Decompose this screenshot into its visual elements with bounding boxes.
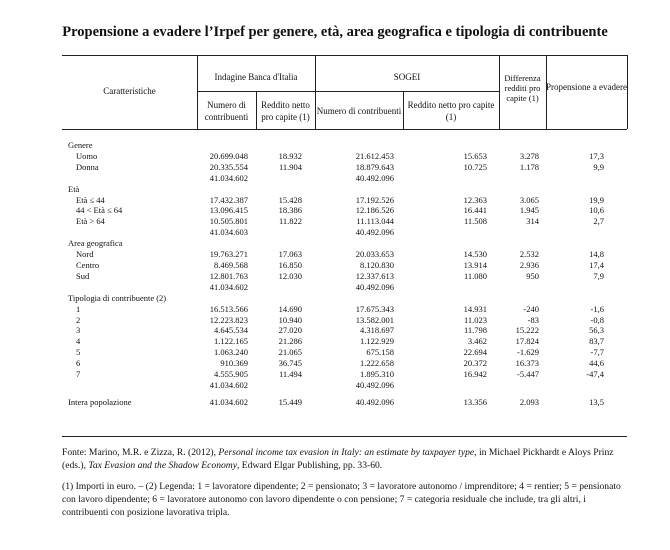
cell-bdi-num <box>197 140 256 151</box>
cell-bdi-num: 13.096.415 <box>209 205 248 216</box>
cell-diff: 2.093 <box>519 396 539 407</box>
cell-prop: 14,8 <box>589 249 604 260</box>
row-label <box>62 380 197 391</box>
row-label: 4 <box>76 336 81 347</box>
cell-prop <box>546 293 627 304</box>
cell-bdi-red: 21.065 <box>278 347 302 358</box>
row-label: Genere <box>68 140 93 150</box>
cell-sogei-num: 40.492.096 <box>355 227 394 238</box>
cell-sogei-red: 11.508 <box>463 216 487 227</box>
cell-sogei-red: 3.462 <box>467 336 487 347</box>
source-note <box>62 446 634 472</box>
cell-bdi-num: 4.555.905 <box>214 369 248 380</box>
cell-sogei-num: 11.113.044 <box>356 216 394 227</box>
source-title-2: Tax Evasion and the Shadow Economy <box>88 460 237 471</box>
cell-bdi-num: 41.034.602 <box>209 172 248 183</box>
cell-diff <box>499 238 546 249</box>
cell-diff <box>499 227 546 238</box>
cell-diff <box>499 282 546 293</box>
table-row <box>62 315 627 326</box>
cell-prop: -47,4 <box>586 369 604 380</box>
cell-bdi-red: 10.940 <box>278 314 302 325</box>
cell-diff: 1.945 <box>519 205 539 216</box>
cell-sogei-red: 20.372 <box>463 358 487 369</box>
cell-sogei-red: 11.080 <box>463 270 487 281</box>
header-banca-italia: Indagine Banca d'Italia <box>214 72 298 82</box>
cell-prop: -7,7 <box>590 347 604 358</box>
header-sogei-reddito: Reddito netto pro capite (1) <box>407 100 495 122</box>
cell-bdi-red: 18.386 <box>278 205 302 216</box>
row-label: Età ≤ 44 <box>76 194 105 205</box>
table-row <box>62 249 627 260</box>
row-label: 7 <box>76 369 81 380</box>
row-label: Nord <box>76 249 94 260</box>
cell-bdi-num: 16.513.566 <box>209 303 248 314</box>
cell-sogei-num: 20.033.653 <box>355 249 394 260</box>
cell-diff: 1.178 <box>519 161 539 172</box>
header-differenza: Differenza redditi pro capite (1) <box>504 73 541 103</box>
group-header-rule <box>197 91 499 92</box>
cell-bdi-num: 8.469.568 <box>214 259 248 270</box>
cell-sogei-num: 40.492.096 <box>355 379 394 390</box>
cell-bdi-num: 12.801.763 <box>209 270 248 281</box>
table-row <box>62 304 627 315</box>
cell-prop <box>546 380 627 391</box>
cell-sogei-num: 18.879.643 <box>355 161 394 172</box>
cell-sogei-red: 14.931 <box>463 303 487 314</box>
table-row <box>62 216 627 227</box>
table-row <box>62 271 627 282</box>
cell-sogei-red <box>403 227 499 238</box>
cell-bdi-num: 41.034.603 <box>209 227 248 238</box>
cell-bdi-red <box>256 238 315 249</box>
table-row <box>62 325 627 336</box>
table-row <box>62 260 627 271</box>
cell-bdi-num: 19.763.271 <box>209 249 248 260</box>
cell-diff <box>499 380 546 391</box>
cell-bdi-num <box>197 293 256 304</box>
cell-bdi-num: 17.432.387 <box>209 194 248 205</box>
cell-prop: 7,9 <box>593 270 604 281</box>
cell-sogei-num <box>315 184 403 195</box>
table-row <box>62 173 627 184</box>
cell-diff: 17.824 <box>515 336 539 347</box>
cell-sogei-num: 12.186.526 <box>355 205 394 216</box>
source-suffix: , Edward Elgar Publishing, pp. 33-60. <box>236 460 383 471</box>
section-row <box>62 293 627 304</box>
cell-diff: 3.278 <box>519 150 539 161</box>
cell-sogei-red: 22.694 <box>463 347 487 358</box>
table-row <box>62 282 627 293</box>
table-title: Propensione a evadere l’Irpef per genere, età, area geografica e tipologia di contribuente <box>62 24 608 40</box>
cell-sogei-red: 16.441 <box>463 205 487 216</box>
cell-prop <box>546 173 627 184</box>
row-label: Donna <box>76 161 99 172</box>
cell-sogei-num <box>315 140 403 151</box>
cell-sogei-red <box>403 184 499 195</box>
cell-prop: 19,9 <box>589 194 604 205</box>
cell-sogei-num <box>315 238 403 249</box>
cell-bdi-num: 4.645.534 <box>214 325 248 336</box>
cell-prop: 17,4 <box>589 259 604 270</box>
row-label: 5 <box>76 347 81 358</box>
section-row <box>62 184 627 195</box>
cell-diff: 15.222 <box>515 325 539 336</box>
cell-bdi-red <box>256 140 315 151</box>
cell-prop: 10,6 <box>589 205 604 216</box>
cell-sogei-red: 15.653 <box>463 150 487 161</box>
cell-bdi-num: 20.699.048 <box>209 150 248 161</box>
cell-diff: -1.629 <box>517 347 539 358</box>
cell-sogei-red <box>403 140 499 151</box>
table-row <box>62 336 627 347</box>
cell-sogei-red: 16.942 <box>463 369 487 380</box>
cell-bdi-red: 17.063 <box>278 249 302 260</box>
cell-sogei-num: 4.318.697 <box>360 325 394 336</box>
cell-prop <box>546 184 627 195</box>
cell-bdi-red: 16.850 <box>278 259 302 270</box>
row-label: Intera popolazione <box>68 396 132 407</box>
cell-sogei-red: 12.363 <box>463 194 487 205</box>
cell-bdi-num: 1.122.165 <box>214 336 248 347</box>
row-label: Area geografica <box>68 238 123 249</box>
header-propensione: Propensione a evadere <box>546 82 627 92</box>
cell-sogei-red <box>403 238 499 249</box>
cell-sogei-num: 17.675.343 <box>355 303 394 314</box>
row-label <box>62 282 197 293</box>
cell-sogei-num: 8.120.830 <box>360 259 394 270</box>
cell-bdi-red <box>256 293 315 304</box>
header-sogei: SOGEI <box>393 72 421 82</box>
cell-bdi-num: 41.034.602 <box>209 396 248 407</box>
cell-bdi-num: 910.369 <box>220 358 248 369</box>
cell-sogei-red: 13.914 <box>463 259 487 270</box>
cell-bdi-red: 12.030 <box>278 270 302 281</box>
table-row <box>62 347 627 358</box>
table-row <box>62 205 627 216</box>
cell-diff <box>499 140 546 151</box>
cell-sogei-red <box>403 293 499 304</box>
cell-bdi-red: 36.745 <box>278 358 302 369</box>
cell-sogei-red: 11.023 <box>463 314 487 325</box>
row-label: Età > 64 <box>76 216 105 227</box>
table-row <box>62 380 627 391</box>
row-label: 3 <box>76 325 81 336</box>
cell-sogei-num: 12.337.613 <box>355 270 394 281</box>
cell-bdi-red <box>256 227 315 238</box>
row-label: 44 < Età ≤ 64 <box>76 205 123 216</box>
cell-bdi-num <box>197 184 256 195</box>
cell-bdi-num: 12.223.823 <box>209 314 248 325</box>
bottom-rule <box>62 436 627 437</box>
cell-diff: -5.447 <box>517 369 539 380</box>
total-row <box>62 397 627 408</box>
section-row <box>62 140 627 151</box>
row-label: Centro <box>76 259 100 270</box>
cell-sogei-num <box>315 293 403 304</box>
cell-bdi-num <box>197 238 256 249</box>
cell-diff: 2.532 <box>519 249 539 260</box>
cell-bdi-red: 27.020 <box>278 325 302 336</box>
header-bdi-reddito: Reddito netto pro capite (1) <box>261 100 310 122</box>
cell-bdi-red: 14.690 <box>278 303 302 314</box>
row-label: 1 <box>76 303 81 314</box>
cell-diff: 950 <box>526 270 539 281</box>
cell-bdi-red: 11.494 <box>278 369 302 380</box>
cell-sogei-num: 1.122.929 <box>360 336 394 347</box>
footnotes: (1) Importi in euro. – (2) Legenda: 1 = lavoratore dipendente; 2 = pensionato; 3 = lavoratore autonomo / imprenditore; 4 = rentier; 5 = pensionato con lavoro dipendente; 6 = lavoratore autonomo con lavoro dipendente o con pensione; 7 = categoria residuale che include, tra gli altri, i contribuenti con posizione lavorativa tripla. <box>62 481 621 518</box>
cell-sogei-num: 40.492.096 <box>355 396 394 407</box>
cell-sogei-red: 14.530 <box>463 249 487 260</box>
table-row <box>62 162 627 173</box>
cell-prop: -0,8 <box>590 314 604 325</box>
cell-sogei-num: 21.612.453 <box>355 150 394 161</box>
cell-prop <box>546 140 627 151</box>
cell-bdi-red <box>256 380 315 391</box>
col-divider <box>315 55 316 129</box>
cell-bdi-red: 11.822 <box>278 216 302 227</box>
header-sogei-numero: Numero di contribuenti <box>316 106 402 116</box>
table-row <box>62 195 627 206</box>
source-title-1: Personal income tax evasion in Italy: an estimate by taxpayer type <box>218 447 475 458</box>
table-row <box>62 369 627 380</box>
header-bdi-numero: Numero di contribuenti <box>204 100 249 122</box>
cell-sogei-red: 11.798 <box>463 325 487 336</box>
cell-bdi-red: 18.932 <box>278 150 302 161</box>
cell-bdi-num: 20.335.554 <box>209 161 248 172</box>
cell-diff <box>499 293 546 304</box>
cell-sogei-num: 675.158 <box>366 347 394 358</box>
row-label: 6 <box>76 358 81 369</box>
cell-sogei-red <box>403 380 499 391</box>
cell-diff: 16.373 <box>515 358 539 369</box>
cell-bdi-red: 15.428 <box>278 194 302 205</box>
cell-bdi-num: 41.034.602 <box>209 379 248 390</box>
cell-diff: 2.936 <box>519 259 539 270</box>
header-caratteristiche: Caratteristiche <box>103 86 156 96</box>
table-row <box>62 227 627 238</box>
table-row <box>62 151 627 162</box>
cell-sogei-num: 1.222.658 <box>360 358 394 369</box>
cell-prop: 56,3 <box>589 325 604 336</box>
row-label: Sud <box>76 270 90 281</box>
cell-sogei-num: 40.492.096 <box>355 172 394 183</box>
cell-prop <box>546 227 627 238</box>
cell-prop: -1,6 <box>590 303 604 314</box>
cell-prop: 83,7 <box>589 336 604 347</box>
cell-prop: 44,6 <box>589 358 604 369</box>
cell-bdi-red: 15.449 <box>278 396 302 407</box>
cell-sogei-num: 1.895.310 <box>360 369 394 380</box>
header-bottom-rule <box>62 129 627 130</box>
top-rule <box>62 55 627 56</box>
cell-sogei-num: 17.192.526 <box>355 194 394 205</box>
row-label: Tipologia di contribuente (2) <box>68 292 167 303</box>
row-label: Età <box>68 183 80 194</box>
cell-bdi-red <box>256 184 315 195</box>
cell-sogei-num: 13.582.001 <box>355 314 394 325</box>
col-divider <box>627 55 628 129</box>
data-table <box>62 140 627 408</box>
cell-diff: 3.065 <box>519 194 539 205</box>
source-prefix: Fonte: Marino, M.R. e Zizza, R. (2012), <box>62 447 219 458</box>
row-label: 2 <box>76 314 81 325</box>
cell-sogei-red: 10.725 <box>463 161 487 172</box>
cell-sogei-red <box>403 282 499 293</box>
cell-prop <box>546 238 627 249</box>
cell-diff <box>499 184 546 195</box>
cell-bdi-num: 41.034.602 <box>209 281 248 292</box>
source-mid: , in Michael Pickhardt e Aloys Prinz (eds.), <box>62 447 614 471</box>
cell-diff: -240 <box>523 303 539 314</box>
cell-diff: -83 <box>527 314 539 325</box>
cell-bdi-red <box>256 173 315 184</box>
cell-bdi-red <box>256 282 315 293</box>
cell-prop: 13,5 <box>589 396 604 407</box>
table-row <box>62 358 627 369</box>
cell-sogei-red <box>403 173 499 184</box>
col-divider <box>197 55 198 129</box>
cell-bdi-red: 11.904 <box>278 161 302 172</box>
cell-prop: 17,3 <box>589 150 604 161</box>
cell-diff <box>499 173 546 184</box>
section-row <box>62 238 627 249</box>
row-label <box>62 227 197 238</box>
cell-bdi-num: 10.505.801 <box>209 216 248 227</box>
cell-bdi-red: 21.286 <box>278 336 302 347</box>
cell-prop: 9,9 <box>593 161 604 172</box>
cell-prop: 2,7 <box>593 216 604 227</box>
cell-diff: 314 <box>526 216 539 227</box>
cell-bdi-num: 1.063.240 <box>214 347 248 358</box>
cell-prop <box>546 282 627 293</box>
cell-sogei-num: 40.492.096 <box>355 281 394 292</box>
cell-sogei-red: 13.356 <box>463 396 487 407</box>
row-label: Uomo <box>76 150 98 161</box>
row-label <box>62 173 197 184</box>
